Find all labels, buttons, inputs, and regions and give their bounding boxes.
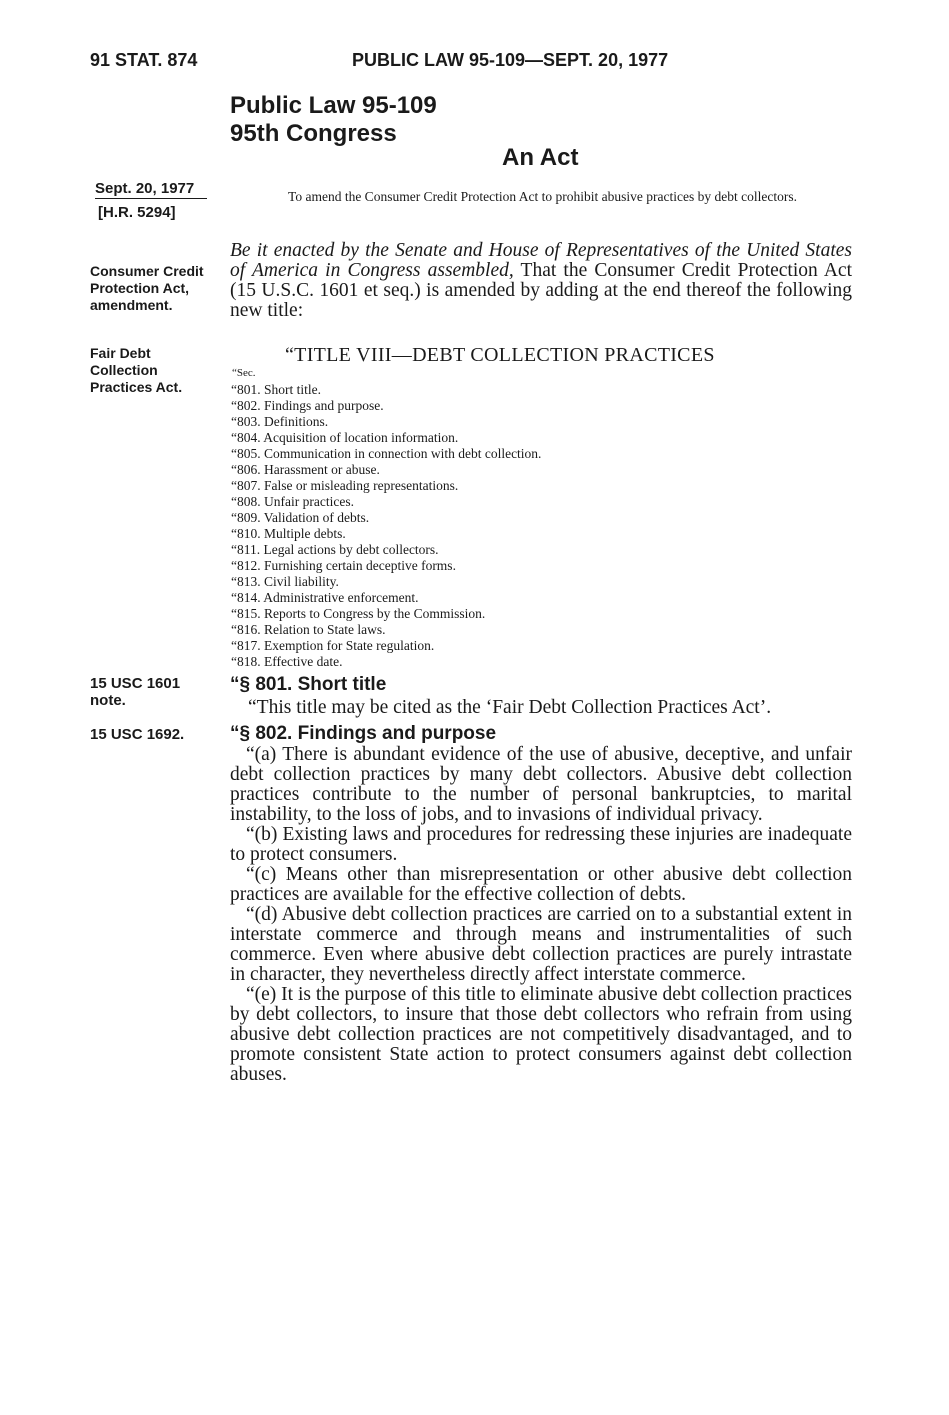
page-number: 91 STAT. 874 bbox=[90, 50, 198, 70]
section-802-paragraph-d: “(d) Abusive debt collection practices are carried on to a substantial extent in interstate commerce and through means and instrumentalities of such commerce. Even where abusive debt collection practices are purely intrastate in character, they nevertheless directly affect interstate commerce. bbox=[230, 904, 852, 985]
toc-item: “803. Definitions. bbox=[231, 414, 329, 429]
toc-item: “815. Reports to Congress by the Commission. bbox=[231, 606, 486, 621]
toc-item: “808. Unfair practices. bbox=[231, 494, 354, 509]
toc-item: “813. Civil liability. bbox=[231, 574, 339, 589]
section-802-paragraph-a: “(a) There is abundant evidence of the use of abusive, deceptive, and unfair debt collection practices by many debt collectors. Abusive debt collection practices contribute to the number of personal bankruptcies, to marital instability, to the loss of jobs, and to invasions of individual privacy. bbox=[230, 744, 852, 825]
toc-item: “810. Multiple debts. bbox=[231, 526, 346, 541]
margin-usc-1692: 15 USC 1692. bbox=[90, 726, 185, 743]
section-802-heading: “§ 802. Findings and purpose bbox=[230, 723, 497, 744]
act-purpose: To amend the Consumer Credit Protection Act to prohibit abusive practices by debt collectors. bbox=[288, 189, 797, 204]
toc-item: “809. Validation of debts. bbox=[231, 510, 370, 525]
section-802-paragraph-e: “(e) It is the purpose of this title to eliminate abusive debt collection practices by debt collectors, to insure that those debt collectors who refrain from using abusive debt collection practices are not competitively disadvantaged, and to promote consistent State action to protect consumers against debt collection abuses. bbox=[230, 984, 852, 1085]
toc-item: “818. Effective date. bbox=[231, 654, 343, 669]
toc-sec-label: “Sec. bbox=[232, 367, 256, 379]
public-law-title: Public Law 95-109 bbox=[230, 92, 437, 119]
toc-item: “806. Harassment or abuse. bbox=[231, 462, 380, 477]
toc-item: “814. Administrative enforcement. bbox=[231, 590, 419, 605]
toc-item: “805. Communication in connection with debt collection. bbox=[231, 446, 542, 461]
enacting-clause bbox=[230, 241, 852, 321]
section-802-paragraph-b: “(b) Existing laws and procedures for redressing these injuries are inadequate to protect consumers. bbox=[230, 824, 852, 865]
margin-bill-number: [H.R. 5294] bbox=[98, 204, 176, 221]
toc-item: “802. Findings and purpose. bbox=[231, 398, 384, 413]
margin-consumer-credit: Consumer Credit Protection Act, amendment. bbox=[90, 263, 204, 313]
table-of-contents bbox=[231, 382, 541, 670]
margin-fdcpa: Fair Debt Collection Practices Act. bbox=[90, 345, 183, 395]
toc-item: “816. Relation to State laws. bbox=[231, 622, 386, 637]
toc-item: “801. Short title. bbox=[231, 382, 321, 397]
title-viii-heading: “TITLE VIII—DEBT COLLECTION PRACTICES bbox=[285, 344, 715, 366]
margin-usc-1601: 15 USC 1601 note. bbox=[90, 675, 181, 709]
congress-label: 95th Congress bbox=[230, 120, 397, 147]
section-802-body bbox=[230, 745, 852, 1085]
toc-item: “812. Furnishing certain deceptive forms. bbox=[231, 558, 456, 573]
margin-date: Sept. 20, 1977 bbox=[95, 180, 207, 199]
toc-item: “811. Legal actions by debt collectors. bbox=[231, 542, 439, 557]
running-head: PUBLIC LAW 95-109—SEPT. 20, 1977 bbox=[352, 50, 669, 70]
toc-item: “807. False or misleading representations. bbox=[231, 478, 459, 493]
enacting-clause-rest: That the Consumer Credit Protection Act (15 U.S.C. 1601 et seq.) is amended by adding at the end thereof the following new title: bbox=[230, 260, 853, 321]
section-801-text: “This title may be cited as the ‘Fair Debt Collection Practices Act’. bbox=[248, 697, 772, 718]
section-801-heading: “§ 801. Short title bbox=[230, 674, 387, 695]
toc-item: “817. Exemption for State regulation. bbox=[231, 638, 435, 653]
section-802-paragraph-c: “(c) Means other than misrepresentation or other abusive debt collection practices are available for the effective collection of debts. bbox=[230, 864, 852, 905]
an-act-heading: An Act bbox=[502, 144, 579, 171]
enacting-clause-lead: Be it enacted by the Senate and House of Representatives of the United States of America in Congress assembled, bbox=[230, 240, 852, 281]
toc-item: “804. Acquisition of location information. bbox=[231, 430, 459, 445]
